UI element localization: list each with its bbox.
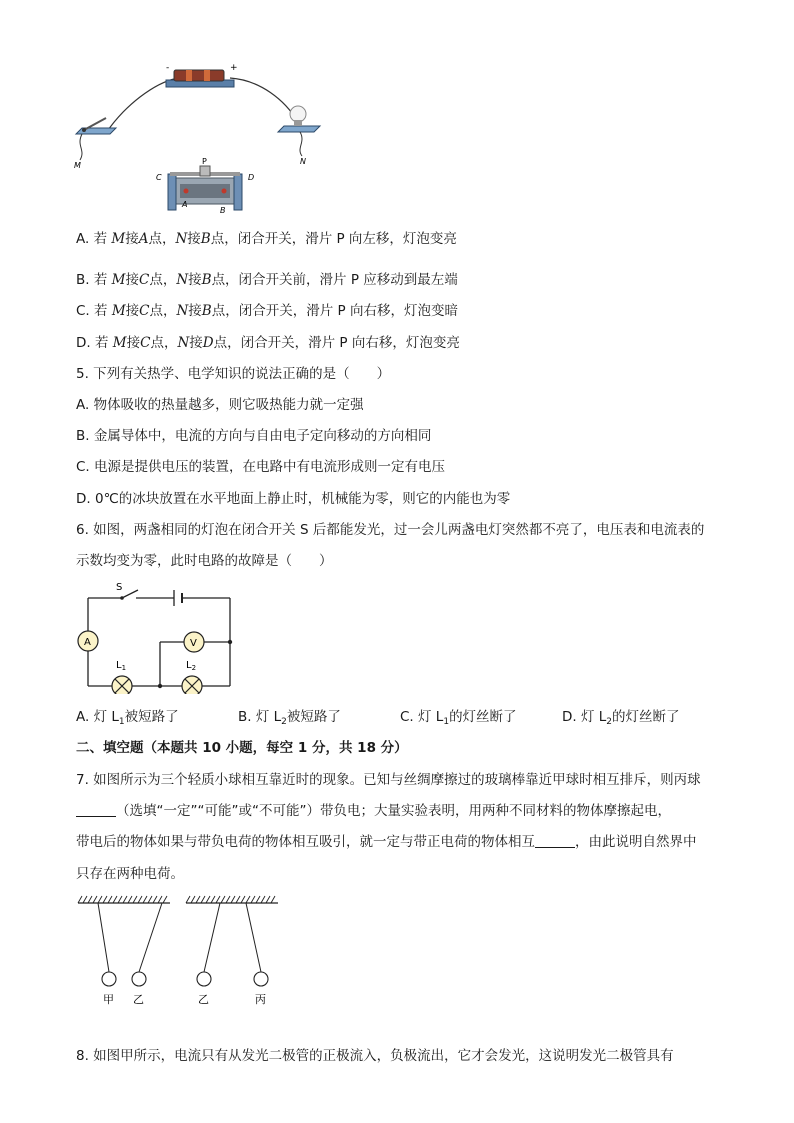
svg-text:A: A [84,637,91,648]
q6-option-b: B. 灯 $L_2$被短路了 [238,709,341,727]
label-c: C [156,173,162,182]
q6-stem-line1: 6. 如图，两盏相同的灯泡在闭合开关 S 后都能发光，过一会儿两盏电灯突然都不亮了，电压表和电流表的 [76,522,705,538]
label-n: N [300,157,306,166]
q4-option-a: A. 若 M接A点，N接B点，闭合开关，滑片 P 向左移，灯泡变亮 [76,231,457,247]
label-yi-1: 乙 [133,993,144,1006]
q6-stem-line2: 示数均变为零，此时电路的故障是（ ） [76,553,333,569]
q7-line3: 带电后的物体如果与带负电荷的物体相互吸引，就一定与带正电荷的物体相互 ，由此说明自然界中 [76,834,697,850]
q4-option-d: D. 若 M接C点，N接D点，闭合开关，滑片 P 向右移，灯泡变亮 [76,335,460,351]
q7-blank-2[interactable] [535,833,575,848]
q6-option-c: C. 灯 $L_1$的灯丝断了 [400,709,517,727]
sliding-rheostat [156,157,254,215]
rheostat-circuit-figure [70,60,340,220]
label-a: A [182,200,188,209]
q5-option-c: C. 电源是提供电压的装置，在电路中有电流形成则一定有电压 [76,459,446,475]
q5-option-a: A. 物体吸收的热量越多，则它吸热能力就一定强 [76,397,364,413]
label-b: B [220,206,226,215]
ammeter [78,631,98,651]
label-bing: 丙 [255,993,266,1006]
battery-plus-label: + [230,63,238,73]
q7-line4: 只存在两种电荷。 [76,866,184,882]
ball-jia [102,972,116,986]
lamp-l2 [182,660,202,694]
label-p: P [202,157,207,166]
lamp-l1 [112,660,132,694]
ball-yi-right [197,972,211,986]
ball-bing [254,972,268,986]
q6-option-d: D. 灯 $L_2$的灯丝断了 [562,709,680,727]
battery [166,63,238,87]
q7-line1: 7. 如图所示为三个轻质小球相互靠近时的现象。已知与丝绸摩擦过的玻璃棒靠近甲球时相互排斥，则丙球 [76,772,701,788]
section-2-title: 二、填空题（本题共 10 小题，每空 1 分，共 18 分） [76,740,408,756]
q5-option-d: D. 0℃的冰块放置在水平地面上静止时，机械能为零，则它的内能也为零 [76,491,511,507]
q7-blank-1[interactable] [76,802,116,817]
q6-circuit-diagram [72,578,244,694]
hanging-balls-figure [74,893,284,1011]
svg-text:V: V [190,638,197,649]
q4-option-c: C. 若 M接C点，N接B点，闭合开关，滑片 P 向右移，灯泡变暗 [76,303,458,319]
switch-s-label: S [116,582,123,593]
bulb [278,106,320,132]
q8-line1: 8. 如图甲所示，电流只有从发光二极管的正极流入，负极流出，它才会发光，这说明发光二极管具有 [76,1048,674,1064]
label-m: M [74,161,81,170]
label-jia: 甲 [103,993,114,1006]
q4-option-b: B. 若 M接C点，N接B点，闭合开关前，滑片 P 应移动到最左端 [76,272,458,288]
ball-yi-left [132,972,146,986]
knife-switch [76,118,116,134]
q6-option-a: A. 灯 $L_1$被短路了 [76,709,179,727]
svg-text:L1: $L_1$ [116,660,127,672]
label-d: D [248,173,255,182]
q7-line2: （选填“一定”“可能”或“不可能”）带负电；大量实验表明，用两种不同材料的物体摩擦起电， [76,801,671,821]
svg-text:L2: $L_2$ [186,660,197,672]
q5-stem: 5. 下列有关热学、电学知识的说法正确的是（ ） [76,366,391,382]
label-yi-2: 乙 [198,993,209,1006]
battery-minus-label: - [166,63,170,73]
voltmeter [184,632,204,652]
q5-option-b: B. 金属导体中，电流的方向与自由电子定向移动的方向相同 [76,428,432,444]
